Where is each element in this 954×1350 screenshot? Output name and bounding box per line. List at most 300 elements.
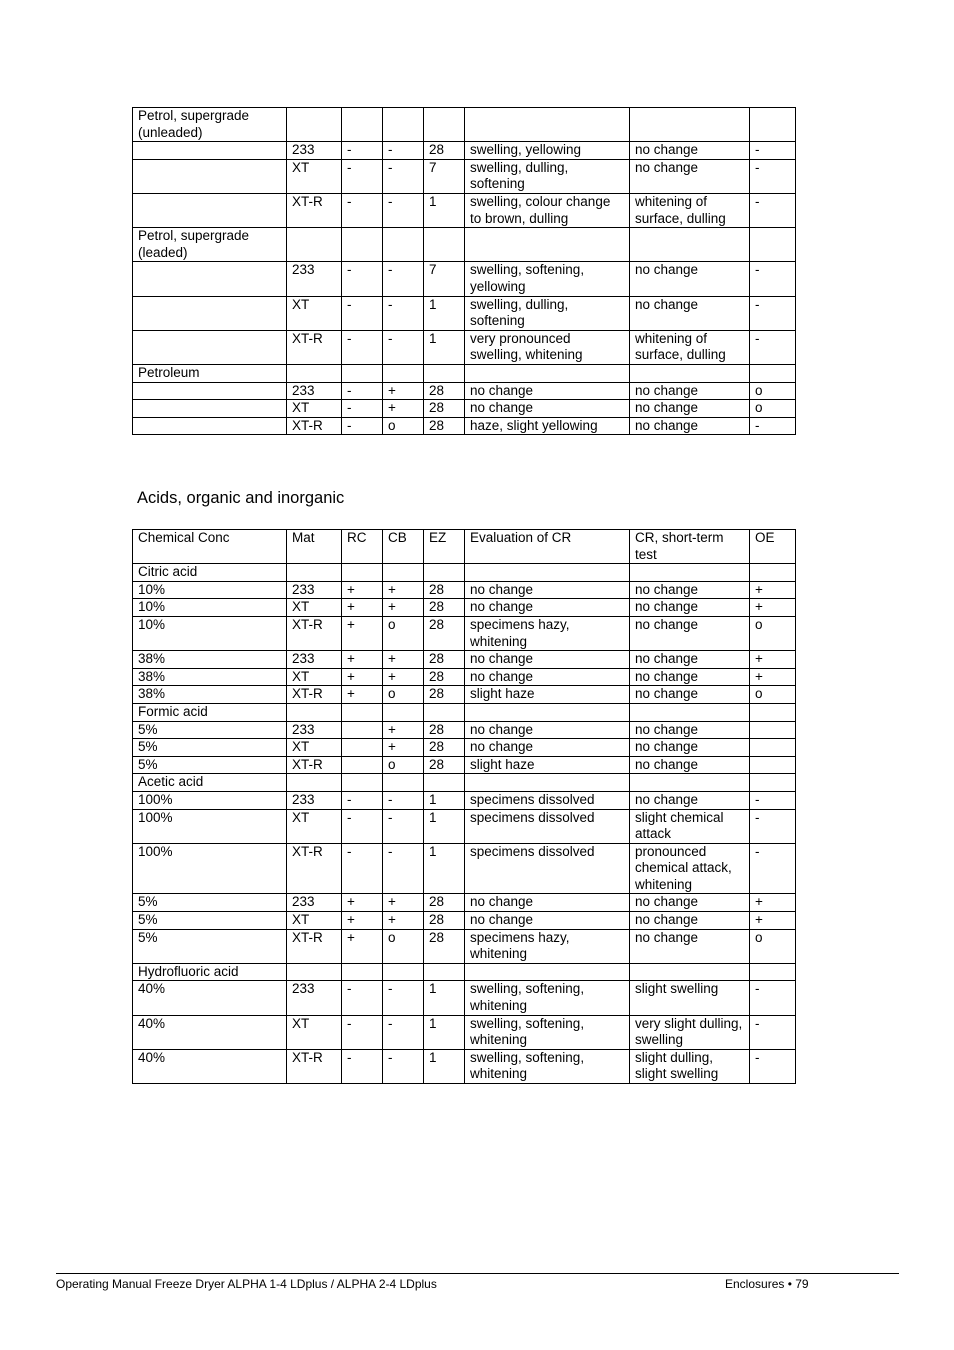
table-cell: 1 [424,809,465,843]
table-cell: + [383,721,424,739]
table-cell: 28 [424,894,465,912]
table-cell: no change [465,668,630,686]
table-cell: no change [630,756,750,774]
table-cell: no change [465,739,630,757]
table-cell: + [383,581,424,599]
table-cell: 5% [133,894,287,912]
table-cell [424,963,465,981]
table-cell: XT-R [287,929,342,963]
table-cell [424,564,465,582]
table-row [133,193,796,227]
table-cell: RC [342,530,383,564]
table-cell [287,963,342,981]
table-cell: 28 [424,668,465,686]
table-cell [133,159,287,193]
table-row [133,616,796,650]
table-cell: no change [465,721,630,739]
table-cell: pronounced chemical attack, whitening [630,843,750,894]
table-row [133,843,796,894]
table-cell: no change [630,929,750,963]
table-cell: CB [383,530,424,564]
table-cell [342,364,383,382]
table-cell: Citric acid [133,564,287,582]
table-cell: swelling, softening, whitening [465,981,630,1015]
table-cell: 28 [424,739,465,757]
table-cell: XT [287,159,342,193]
table-cell: XT-R [287,193,342,227]
table-cell: - [342,296,383,330]
table-cell: - [383,1015,424,1049]
table-row [133,703,796,721]
table-cell: no change [630,417,750,435]
table-row [133,599,796,617]
table-cell: o [383,929,424,963]
table-cell: no change [465,400,630,418]
table-cell: - [383,296,424,330]
table-cell: - [750,330,796,364]
table-cell: XT [287,912,342,930]
table-cell: o [750,929,796,963]
table-cell: o [383,756,424,774]
table-cell: + [383,599,424,617]
table-cell: - [750,142,796,160]
table-cell: XT [287,668,342,686]
table-row [133,756,796,774]
table-row [133,564,796,582]
table-cell: swelling, dulling, softening [465,159,630,193]
table-cell: 28 [424,382,465,400]
table-cell: 100% [133,809,287,843]
table-cell: + [342,686,383,704]
table-cell: 28 [424,616,465,650]
table-cell: + [383,668,424,686]
table-cell: 40% [133,981,287,1015]
table-cell: 28 [424,686,465,704]
table-cell [383,564,424,582]
table-cell: 28 [424,651,465,669]
table-cell: + [383,912,424,930]
table-cell [465,774,630,792]
table-cell: XT [287,739,342,757]
table-cell: 28 [424,400,465,418]
table-row [133,296,796,330]
table-cell: + [342,651,383,669]
table-cell [342,721,383,739]
table-cell [342,756,383,774]
table-cell: slight haze [465,686,630,704]
table-cell: 233 [287,981,342,1015]
table-cell [133,262,287,296]
table-cell [342,703,383,721]
table-row [133,581,796,599]
table-cell: + [342,616,383,650]
table-cell: - [750,262,796,296]
table-cell: no change [630,651,750,669]
table-cell: - [383,262,424,296]
table-cell [133,330,287,364]
table-cell: specimens dissolved [465,843,630,894]
table-cell: no change [630,296,750,330]
table-cell: - [750,417,796,435]
table-cell: very pronounced swelling, whitening [465,330,630,364]
table-cell: + [342,929,383,963]
table-cell [383,703,424,721]
table-cell: 1 [424,843,465,894]
table-cell: - [342,809,383,843]
table-row [133,791,796,809]
table-cell: - [750,1049,796,1083]
table-cell [750,963,796,981]
table-row [133,721,796,739]
table-cell: slight chemical attack [630,809,750,843]
table-cell [133,193,287,227]
table-cell: + [383,651,424,669]
table-cell: 38% [133,668,287,686]
table-cell: - [342,1049,383,1083]
table-cell [342,108,383,142]
table-cell: no change [630,668,750,686]
table-cell: 233 [287,382,342,400]
table-cell: no change [630,616,750,650]
table-cell: + [750,912,796,930]
table-cell [750,228,796,262]
table-cell: 38% [133,651,287,669]
table-cell: swelling, dulling, softening [465,296,630,330]
table-cell: 10% [133,616,287,650]
table-cell: 28 [424,417,465,435]
table-cell: 100% [133,843,287,894]
table-cell: 5% [133,721,287,739]
table-cell: 10% [133,581,287,599]
table-cell: - [750,981,796,1015]
table-row [133,668,796,686]
table-row [133,159,796,193]
table-cell: XT [287,1015,342,1049]
table-cell: - [383,193,424,227]
table-cell: - [342,142,383,160]
table-cell: - [342,382,383,400]
table-cell: + [383,382,424,400]
table-row [133,400,796,418]
table-row [133,981,796,1015]
table-cell: o [383,616,424,650]
table-cell [133,142,287,160]
table-cell: - [750,843,796,894]
table-row [133,262,796,296]
table-cell: whitening of surface, dulling [630,330,750,364]
table-cell: Chemical Conc [133,530,287,564]
table-cell: no change [630,686,750,704]
table-cell: no change [465,581,630,599]
table-cell: + [750,668,796,686]
table-cell [424,364,465,382]
table-cell: - [342,262,383,296]
table-cell: XT [287,599,342,617]
table-cell [287,564,342,582]
table-cell: + [750,599,796,617]
table-cell: XT-R [287,686,342,704]
table-row [133,382,796,400]
table-cell: + [342,599,383,617]
table-cell: 100% [133,791,287,809]
table-cell: - [383,159,424,193]
table-cell [383,364,424,382]
table-cell: o [750,686,796,704]
table-cell: no change [630,894,750,912]
table-cell: o [750,616,796,650]
table-cell: - [383,843,424,894]
table-row [133,686,796,704]
table-cell [342,774,383,792]
table-cell: 28 [424,912,465,930]
table-cell: 10% [133,599,287,617]
table-cell: swelling, softening, whitening [465,1015,630,1049]
table-cell: + [750,581,796,599]
table-cell: + [342,912,383,930]
table-cell [750,756,796,774]
table-cell: very slight dulling, swelling [630,1015,750,1049]
table-cell: - [342,193,383,227]
table-cell [342,564,383,582]
table-cell [465,108,630,142]
table-row [133,1049,796,1083]
table-cell: o [383,417,424,435]
table-cell [383,963,424,981]
table-cell: + [383,894,424,912]
table-row [133,651,796,669]
table-row [133,739,796,757]
table-cell [630,364,750,382]
table-cell [424,774,465,792]
table-cell: specimens hazy, whitening [465,929,630,963]
table-cell [750,774,796,792]
table-cell: no change [630,721,750,739]
footer-divider [56,1273,899,1274]
table-cell [465,703,630,721]
table-cell: + [750,651,796,669]
table-cell: - [342,417,383,435]
table-cell [750,564,796,582]
table-cell: OE [750,530,796,564]
table-cell: 1 [424,330,465,364]
table-cell: XT-R [287,417,342,435]
table-cell: 1 [424,193,465,227]
table-cell: no change [465,599,630,617]
table-cell: XT-R [287,616,342,650]
table-cell: specimens hazy, whitening [465,616,630,650]
table-cell: - [750,296,796,330]
table-cell [287,228,342,262]
table-cell: specimens dissolved [465,809,630,843]
table-cell: 233 [287,651,342,669]
table-cell [630,963,750,981]
table-row [133,417,796,435]
table-cell: swelling, colour change to brown, dulling [465,193,630,227]
table-cell: Petrol, supergrade (unleaded) [133,108,287,142]
table-cell [630,228,750,262]
table-cell: 233 [287,894,342,912]
table-cell: - [342,843,383,894]
table-cell [133,296,287,330]
table-cell [465,963,630,981]
table-cell [342,739,383,757]
table-cell: 1 [424,1049,465,1083]
table-cell: + [342,894,383,912]
table-cell: + [750,894,796,912]
table-cell: 233 [287,581,342,599]
table-cell: 28 [424,142,465,160]
table-cell: - [342,159,383,193]
table-cell: 5% [133,739,287,757]
table-cell: - [383,981,424,1015]
table-row [133,774,796,792]
table-cell: - [750,193,796,227]
table-cell: o [383,686,424,704]
table-cell: no change [630,159,750,193]
table-cell: 28 [424,756,465,774]
table-cell [750,108,796,142]
table-cell [287,108,342,142]
footer-page-number: Enclosures • 79 [725,1277,809,1291]
table-cell [287,364,342,382]
table-cell: - [342,981,383,1015]
table-cell: - [750,809,796,843]
table-row [133,912,796,930]
table-cell: 233 [287,142,342,160]
table-cell: 1 [424,981,465,1015]
table-cell [383,108,424,142]
table-cell: + [342,581,383,599]
table-cell: 1 [424,1015,465,1049]
table-cell: Acetic acid [133,774,287,792]
table-cell: - [750,791,796,809]
table-cell [630,564,750,582]
table-cell: 28 [424,599,465,617]
table-cell [630,108,750,142]
table-cell [630,703,750,721]
table-cell: + [383,400,424,418]
table-cell: Evaluation of CR [465,530,630,564]
table-cell [465,228,630,262]
table-cell: whitening of surface, dulling [630,193,750,227]
table-cell: slight dulling, slight swelling [630,1049,750,1083]
table-cell [383,774,424,792]
table-cell: 40% [133,1049,287,1083]
table-cell: 233 [287,791,342,809]
table-cell: - [750,159,796,193]
table-cell: - [342,400,383,418]
table-cell: - [342,1015,383,1049]
table-cell: 5% [133,929,287,963]
table-cell: specimens dissolved [465,791,630,809]
table-cell: no change [630,262,750,296]
table-cell [750,721,796,739]
table-cell: 38% [133,686,287,704]
table-cell: 7 [424,262,465,296]
table-cell: no change [630,912,750,930]
table-cell: XT-R [287,756,342,774]
table-cell: Formic acid [133,703,287,721]
table-row [133,142,796,160]
table-row [133,929,796,963]
table-cell [342,963,383,981]
table-row [133,228,796,262]
table-cell: - [383,809,424,843]
table-cell: no change [630,142,750,160]
table-cell: 1 [424,296,465,330]
table-cell: XT-R [287,330,342,364]
table-cell: 233 [287,721,342,739]
table-cell: Petroleum [133,364,287,382]
table-cell: no change [465,651,630,669]
table-cell [342,228,383,262]
table-cell: Petrol, supergrade (leaded) [133,228,287,262]
table-cell: swelling, softening, whitening [465,1049,630,1083]
table-cell [750,703,796,721]
table-cell: - [383,142,424,160]
table-cell: no change [465,382,630,400]
table-cell: 1 [424,791,465,809]
table-cell: no change [465,894,630,912]
table-cell [424,108,465,142]
table-cell: slight haze [465,756,630,774]
table-cell: - [383,330,424,364]
table-cell [287,774,342,792]
table-cell: swelling, softening, yellowing [465,262,630,296]
table-cell [424,703,465,721]
table-cell: + [383,739,424,757]
section-heading: Acids, organic and inorganic [137,489,345,507]
table-cell: slight swelling [630,981,750,1015]
table-cell [465,364,630,382]
table-row [133,809,796,843]
table-cell: no change [465,912,630,930]
table-cell: no change [630,739,750,757]
table-cell: 28 [424,721,465,739]
table-cell: Hydrofluoric acid [133,963,287,981]
table-row [133,1015,796,1049]
table-cell: - [342,330,383,364]
table-cell [133,417,287,435]
table-cell [465,564,630,582]
table-cell: no change [630,791,750,809]
table-cell: - [383,1049,424,1083]
table-cell: 5% [133,912,287,930]
table-cell [750,364,796,382]
table-cell [133,382,287,400]
table-cell: 28 [424,929,465,963]
table-cell: swelling, yellowing [465,142,630,160]
table-cell: XT [287,809,342,843]
table-cell: - [383,791,424,809]
table-row [133,108,796,142]
resistance-table-acids [132,529,796,1084]
table-cell: - [342,791,383,809]
table-row [133,963,796,981]
table-row [133,530,796,564]
footer-manual-title: Operating Manual Freeze Dryer ALPHA 1-4 LDplus / ALPHA 2-4 LDplus [56,1277,437,1291]
table-cell: no change [630,382,750,400]
table-row [133,330,796,364]
table-cell: XT [287,296,342,330]
table-cell: XT-R [287,1049,342,1083]
table-cell: EZ [424,530,465,564]
table-cell [750,739,796,757]
table-cell: no change [630,599,750,617]
table-cell: o [750,400,796,418]
table-row [133,364,796,382]
table-cell: 40% [133,1015,287,1049]
